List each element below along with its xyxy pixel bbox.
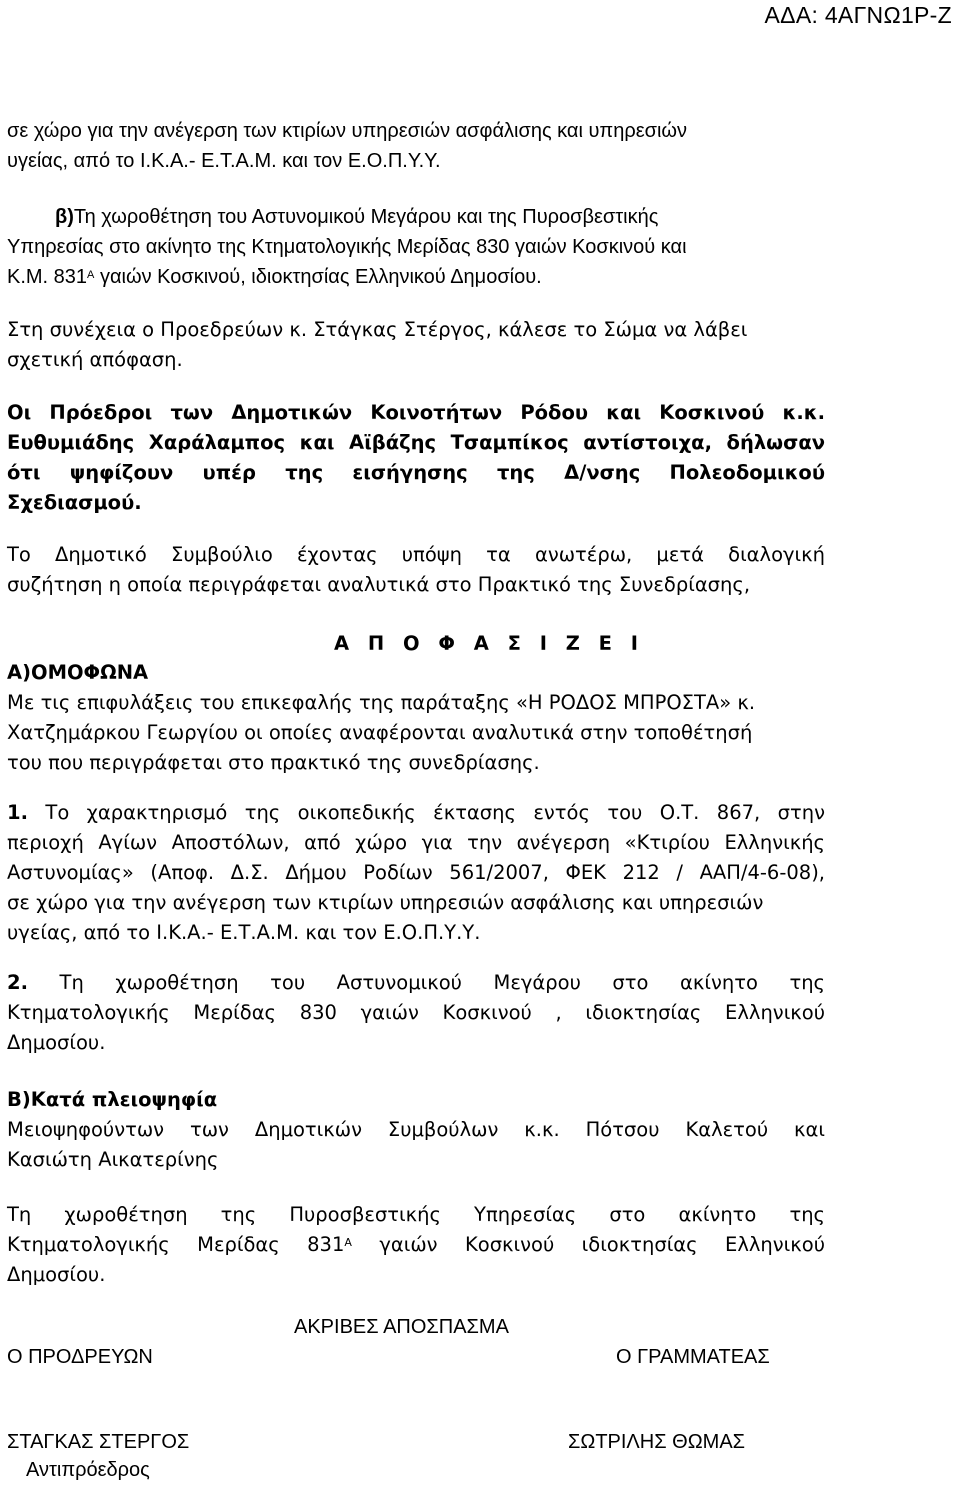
section-title: Α)ΟΜΟΦΩΝΑ — [7, 661, 149, 684]
paragraph-fire-service — [7, 1200, 825, 1290]
text-line: Υπηρεσίας στο ακίνητο της Κτηματολογικής Μερίδας 830 γαιών Κοσκινού και — [7, 236, 687, 258]
text-line: σχετική απόφαση. — [7, 348, 183, 371]
text-line: του που περιγράφεται στο πρακτικό της συνεδρίασης. — [7, 751, 540, 774]
paragraph-council — [7, 540, 825, 600]
decision-item-2 — [7, 968, 825, 1058]
text-span: γαιών Κοσκινού, ιδιοκτησίας Ελληνικού Δημοσίου. — [94, 266, 542, 288]
text-line: Δημοσίου. — [7, 1031, 106, 1054]
text-line: Τη χωροθέτηση της Πυροσβεστικής Υπηρεσίας στο ακίνητο της — [7, 1203, 825, 1226]
paragraph-b — [7, 202, 825, 292]
text-line: περιοχή Αγίων Αποστόλων, από χώρο για την ανέγερση «Κτιρίου Ελληνικής — [7, 831, 825, 854]
text-span: Τη χωροθέτηση του Αστυνομικού Μεγάρου στο ακίνητο της — [27, 971, 825, 994]
text-line: υγείας, από το Ι.Κ.Α.- Ε.Τ.Α.Μ. και τον Ε.Ο.Π.Υ.Υ. — [7, 921, 481, 944]
item-number: 2. — [7, 971, 28, 994]
text-line — [7, 968, 825, 998]
text-line: υγείας, από το Ι.Κ.Α.- Ε.Τ.Α.Μ. και τον Ε.Ο.Π.Υ.Υ. — [7, 150, 441, 172]
superscript: Α — [344, 1236, 352, 1249]
text-line: Οι Πρόεδροι των Δημοτικών Κοινοτήτων Ρόδου και Κοσκινού κ.κ. — [7, 401, 825, 424]
text-line — [7, 262, 825, 292]
chair-title: Ο ΠΡΟΔΡΕΥΩΝ — [7, 1346, 153, 1368]
text-line: Το Δημοτικό Συμβούλιο έχοντας υπόψη τα ανωτέρω, μετά διαλογική — [7, 543, 825, 566]
text-line: σε χώρο για την ανέγερση των κτιρίων υπηρεσιών ασφάλισης και υπηρεσιών — [7, 891, 764, 914]
item-letter: β) — [55, 206, 74, 228]
text-line — [7, 202, 825, 232]
paragraph-chair-call — [7, 315, 825, 375]
decision-heading: Α Π Ο Φ Α Σ Ι Ζ Ε Ι — [334, 632, 645, 655]
item-number: 1. — [7, 801, 28, 824]
ada-code: ΑΔΑ: 4ΑΓΝΩ1Ρ-Ζ — [764, 2, 952, 28]
section-unanimous — [7, 658, 825, 778]
text-line — [7, 798, 825, 828]
text-line — [7, 1230, 825, 1260]
chair-role: Αντιπρόεδρος — [26, 1459, 150, 1481]
text-line: Χατζημάρκου Γεωργίου οι οποίες αναφέρονται αναλυτικά στην τοποθέτησή — [7, 721, 753, 744]
secretary-title: Ο ΓΡΑΜΜΑΤΕΑΣ — [616, 1346, 770, 1368]
text-line: Στη συνέχεια ο Προεδρεύων κ. Στάγκας Στέργος, κάλεσε το Σώμα να λάβει — [7, 318, 748, 341]
text-line: ότι ψηφίζουν υπέρ της εισήγησης της Δ/νσης Πολεοδομικού — [7, 461, 825, 484]
text-span: Κτηματολογικής Μερίδας 831 — [7, 1233, 345, 1256]
text-line: Δημοσίου. — [7, 1263, 106, 1286]
text-line: Κτηματολογικής Μερίδας 830 γαιών Κοσκινού , ιδιοκτησίας Ελληνικού — [7, 1001, 825, 1024]
text-line: Κασιώτη Αικατερίνης — [7, 1148, 219, 1171]
text-line: Μειοψηφούντων των Δημοτικών Συμβούλων κ.κ. Πότσου Καλετού και — [7, 1118, 825, 1141]
superscript: Α — [87, 269, 95, 281]
text-span: Κ.Μ. 831 — [7, 266, 88, 288]
text-line: συζήτηση η οποία περιγράφεται αναλυτικά στο Πρακτικό της Συνεδρίασης, — [7, 573, 751, 596]
section-title: Β)Κατά πλειοψηφία — [7, 1088, 218, 1111]
text-line: Ευθυμιάδης Χαράλαμπος και Αϊβάζης Τσαμπίκος αντίστοιχα, δήλωσαν — [7, 431, 825, 454]
section-majority — [7, 1085, 825, 1175]
text-span: Τη χωροθέτηση του Αστυνομικού Μεγάρου και της Πυροσβεστικής — [73, 206, 659, 228]
text-line: σε χώρο για την ανέγερση των κτιρίων υπηρεσιών ασφάλισης και υπηρεσιών — [7, 120, 688, 142]
paragraph-continuation — [7, 116, 825, 176]
text-line: Με τις επιφυλάξεις του επικεφαλής της παράταξης «Η ΡΟΔΟΣ ΜΠΡΟΣΤΑ» κ. — [7, 691, 756, 714]
text-span: γαιών Κοσκινού ιδιοκτησίας Ελληνικού — [351, 1233, 825, 1256]
text-line: Αστυνομίας» (Αποφ. Δ.Σ. Δήμου Ροδίων 561/2007, ΦΕΚ 212 / ΑΑΠ/4-6-08), — [7, 861, 825, 884]
exact-copy-label: ΑΚΡΙΒΕΣ ΑΠΟΣΠΑΣΜΑ — [294, 1316, 509, 1338]
chair-name: ΣΤΑΓΚΑΣ ΣΤΕΡΓΟΣ — [7, 1431, 190, 1453]
paragraph-community-presidents — [7, 398, 825, 518]
decision-item-1 — [7, 798, 825, 948]
secretary-name: ΣΩΤΡΙΛΗΣ ΘΩΜΑΣ — [568, 1431, 746, 1453]
text-line: Σχεδιασμού. — [7, 491, 142, 514]
text-span: Το χαρακτηρισμό της οικοπεδικής έκτασης εντός του Ο.Τ. 867, στην — [27, 801, 825, 824]
